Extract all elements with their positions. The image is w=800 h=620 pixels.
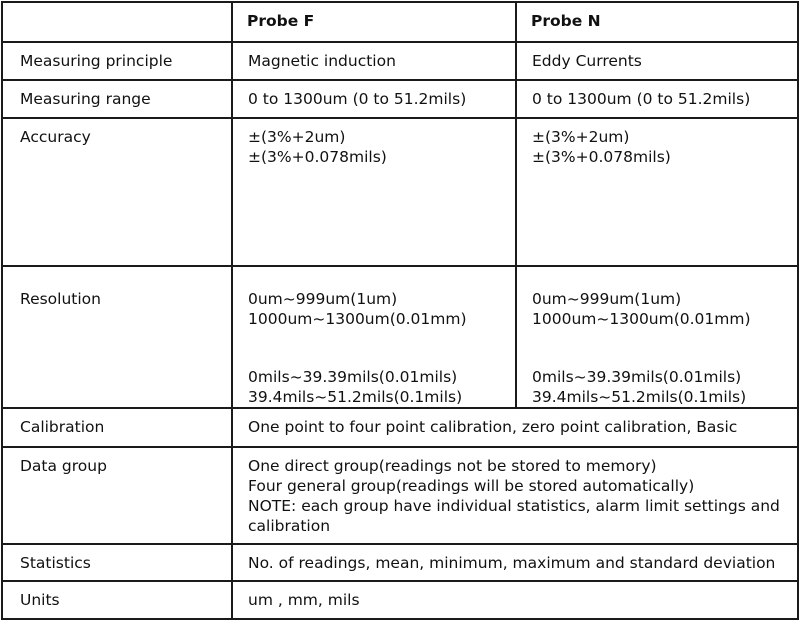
header-probe-f: Probe F (232, 2, 516, 42)
accuracy-n-line-2: ±(3%+0.078mils) (532, 148, 671, 166)
resolution-f-line-2: 1000um~1300um(0.01mm) (248, 310, 467, 328)
calibration-value: One point to four point calibration, zero point calibration, Basic (232, 408, 798, 447)
row-statistics (2, 544, 798, 581)
label-data-group: Data group (2, 447, 232, 544)
resolution-probe-n (516, 266, 798, 408)
spec-table (1, 1, 799, 620)
row-data-group (2, 447, 798, 544)
label-accuracy: Accuracy (2, 118, 232, 266)
label-resolution: Resolution (2, 266, 232, 408)
resolution-n-line-2: 1000um~1300um(0.01mm) (532, 310, 751, 328)
header-probe-n: Probe N (516, 2, 798, 42)
accuracy-probe-n (516, 118, 798, 266)
range-probe-n: 0 to 1300um (0 to 51.2mils) (516, 80, 798, 118)
accuracy-n-line-1: ±(3%+2um) (532, 128, 630, 146)
range-probe-f: 0 to 1300um (0 to 51.2mils) (232, 80, 516, 118)
row-measuring-range (2, 80, 798, 118)
resolution-f-line-1: 0um~999um(1um) (248, 290, 398, 308)
label-calibration: Calibration (2, 408, 232, 447)
header-blank-cell (2, 2, 232, 42)
row-calibration (2, 408, 798, 447)
resolution-f-spacer (248, 329, 515, 367)
resolution-probe-f (232, 266, 516, 408)
row-measuring-principle (2, 42, 798, 80)
principle-probe-n: Eddy Currents (516, 42, 798, 80)
label-measuring-range: Measuring range (2, 80, 232, 118)
statistics-value: No. of readings, mean, minimum, maximum and standard deviation (232, 544, 798, 581)
label-units: Units (2, 581, 232, 619)
row-accuracy (2, 118, 798, 266)
label-measuring-principle: Measuring principle (2, 42, 232, 80)
accuracy-probe-f (232, 118, 516, 266)
resolution-n-line-3: 0mils~39.39mils(0.01mils) (532, 368, 742, 386)
data-group-line-1: One direct group(readings not be stored to memory) (248, 457, 657, 475)
data-group-value (232, 447, 798, 544)
accuracy-f-line-2: ±(3%+0.078mils) (248, 148, 387, 166)
principle-probe-f: Magnetic induction (232, 42, 516, 80)
resolution-f-line-4: 39.4mils~51.2mils(0.1mils) (248, 388, 463, 406)
resolution-n-line-4: 39.4mils~51.2mils(0.1mils) (532, 388, 747, 406)
header-row (2, 2, 798, 42)
label-statistics: Statistics (2, 544, 232, 581)
units-value: um , mm, mils (232, 581, 798, 619)
row-resolution (2, 266, 798, 408)
resolution-n-line-1: 0um~999um(1um) (532, 290, 682, 308)
data-group-line-3: NOTE: each group have individual statistics, alarm limit settings and calibration (248, 497, 780, 535)
accuracy-f-line-1: ±(3%+2um) (248, 128, 346, 146)
row-units (2, 581, 798, 619)
data-group-line-2: Four general group(readings will be stored automatically) (248, 477, 695, 495)
resolution-n-spacer (532, 329, 797, 367)
resolution-f-line-3: 0mils~39.39mils(0.01mils) (248, 368, 458, 386)
